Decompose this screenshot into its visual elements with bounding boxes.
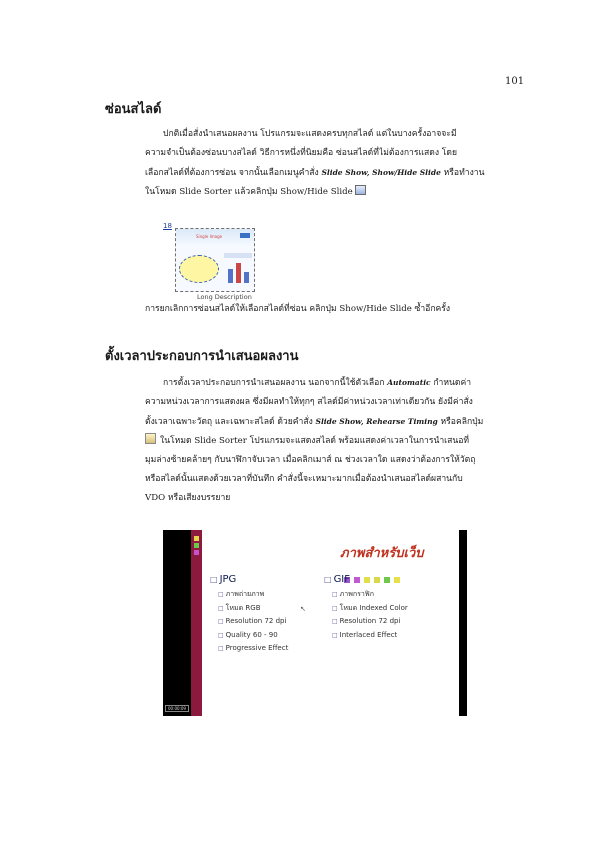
rehearse-timing-icon	[145, 433, 156, 444]
column-heading: □ GIF	[324, 574, 408, 585]
thumbnail-title: Single Image	[196, 234, 223, 239]
thumbnail-bar	[236, 263, 241, 283]
slide-column-gif	[324, 574, 408, 642]
slide-stripe	[191, 530, 202, 716]
list-item: □ Resolution 72 dpi	[324, 615, 408, 629]
text-fragment: หรือคลิกปุ่ม	[437, 417, 484, 427]
thumbnail-slide	[175, 228, 255, 292]
paragraph-line: ความจำเป็นต้องซ่อนบางสไลด์ วิธีการหนึ่งที่นิยมคือ ซ่อนสไลด์ที่ไม่ต้องการแสดง โดย	[145, 148, 457, 158]
list-item: □ Quality 60 - 90	[210, 629, 288, 643]
paragraph-line: VDO หรือเสียงบรรยาย	[145, 493, 231, 503]
slide-column-jpg	[210, 574, 288, 656]
text-fragment: เลือกสไลด์ที่ต้องการซ่อน จากนั้นเลือกเมนูคำสั่ง	[145, 168, 319, 178]
list-item: □ Resolution 72 dpi	[210, 615, 288, 629]
show-hide-slide-icon	[355, 185, 366, 195]
slide-show-screenshot	[163, 530, 467, 716]
paragraph-line: ปกติเมื่อสั่งนำเสนอผลงาน โปรแกรมจะแสดงครบทุกสไลด์ แต่ในบางครั้งอาจจะมี	[163, 129, 457, 139]
menu-command: Slide Show, Show/Hide Slide	[321, 168, 441, 177]
paragraph-line: การยกเลิกการซ่อนสไลด์ให้เลือกสไลด์ที่ซ่อน คลิกปุ่ม Show/Hide Slide ซ้ำอีกครั้ง	[145, 304, 451, 314]
list-item: □ ภาพกราฟิก	[324, 588, 408, 602]
stripe-square	[194, 550, 199, 555]
list-item: □ โหมด Indexed Color	[324, 602, 408, 616]
thumbnail-tag	[240, 233, 250, 238]
slide-number-label: 18	[163, 222, 172, 230]
paragraph-line: หรือสไลด์นั้นแสดงด้วยเวลาที่บันทึก คำสั่งนี้จะเหมาะมากเมื่อต้องนำเสนอสไลด์ผสานกับ	[145, 474, 463, 484]
section-heading-hide-slide: ซ่อนสไลด์	[105, 102, 162, 117]
paragraph-line: มุมล่างซ้ายคล้ายๆ กับนาฬิกาจับเวลา เมื่อคลิกเมาส์ ณ ช่วงเวลาใด แสดงว่าต้องการให้วัตถุ	[145, 455, 476, 465]
option-name: Automatic	[387, 378, 431, 387]
text-fragment: ตั้งเวลาเฉพาะวัตถุ และเฉพาะสไลด์ ด้วยคำสั่ง	[145, 417, 316, 427]
paragraph-hide-slide	[145, 125, 530, 202]
list-item: □ โหมด RGB	[210, 602, 288, 616]
paragraph-line	[145, 432, 530, 451]
text-fragment: การตั้งเวลาประกอบการนำเสนอผลงาน นอกจากนี้ใช้ตัวเลือก	[163, 378, 388, 388]
column-heading: □ JPG	[210, 574, 288, 585]
paragraph-timing	[145, 373, 530, 508]
section-heading-timing: ตั้งเวลาประกอบการนำเสนอผลงาน	[105, 349, 299, 364]
paragraph-line	[145, 373, 530, 393]
paragraph-line	[145, 163, 530, 183]
slide-title: ภาพสำหรับเว็บ	[340, 546, 424, 561]
slide-thumbnail	[163, 222, 263, 302]
thumbnail-bar	[244, 272, 249, 283]
thumbnail-chart-header	[224, 253, 252, 258]
slide-left-margin	[163, 530, 191, 716]
thumbnail-caption: Long Description	[197, 293, 252, 301]
slide-right-margin	[459, 530, 467, 716]
text-fragment: ในโหมด Slide Sorter โปรแกรมจะแสดงสไลด์ พร้อมแสดงค่าเวลาในการนำเสนอที่	[160, 436, 470, 446]
text-fragment: หรือทำงาน	[440, 168, 485, 178]
stripe-square	[194, 543, 199, 548]
page-number: 101	[505, 76, 525, 87]
paragraph-line	[145, 412, 530, 432]
list-item: □ ภาพถ่ายภาพ	[210, 588, 288, 602]
paragraph-line: ความหน่วงเวลาการแสดงผล ซึ่งมีผลทำให้ทุกๆ สไลด์มีค่าหน่วงเวลาเท่าเดียวกัน ยังมีค่าสั่ง	[145, 397, 473, 407]
rehearsal-timer: 00:00:09	[165, 705, 189, 712]
menu-command: Slide Show, Rehearse Timing	[315, 417, 438, 426]
slide-content	[202, 530, 459, 716]
note-unhide	[145, 300, 530, 319]
mouse-cursor-icon: ↖	[300, 605, 306, 613]
stripe-square	[194, 536, 199, 541]
text-fragment: กำหนดค่า	[430, 378, 472, 388]
thumbnail-bar	[228, 269, 233, 283]
thumbnail-callout	[179, 255, 219, 283]
list-item: □ Interlaced Effect	[324, 629, 408, 643]
text-fragment: ในโหมด Slide Sorter แล้วคลิกปุ่ม Show/Hide Slide	[145, 187, 353, 197]
list-item: □ Progressive Effect	[210, 642, 288, 656]
paragraph-line	[145, 183, 530, 202]
